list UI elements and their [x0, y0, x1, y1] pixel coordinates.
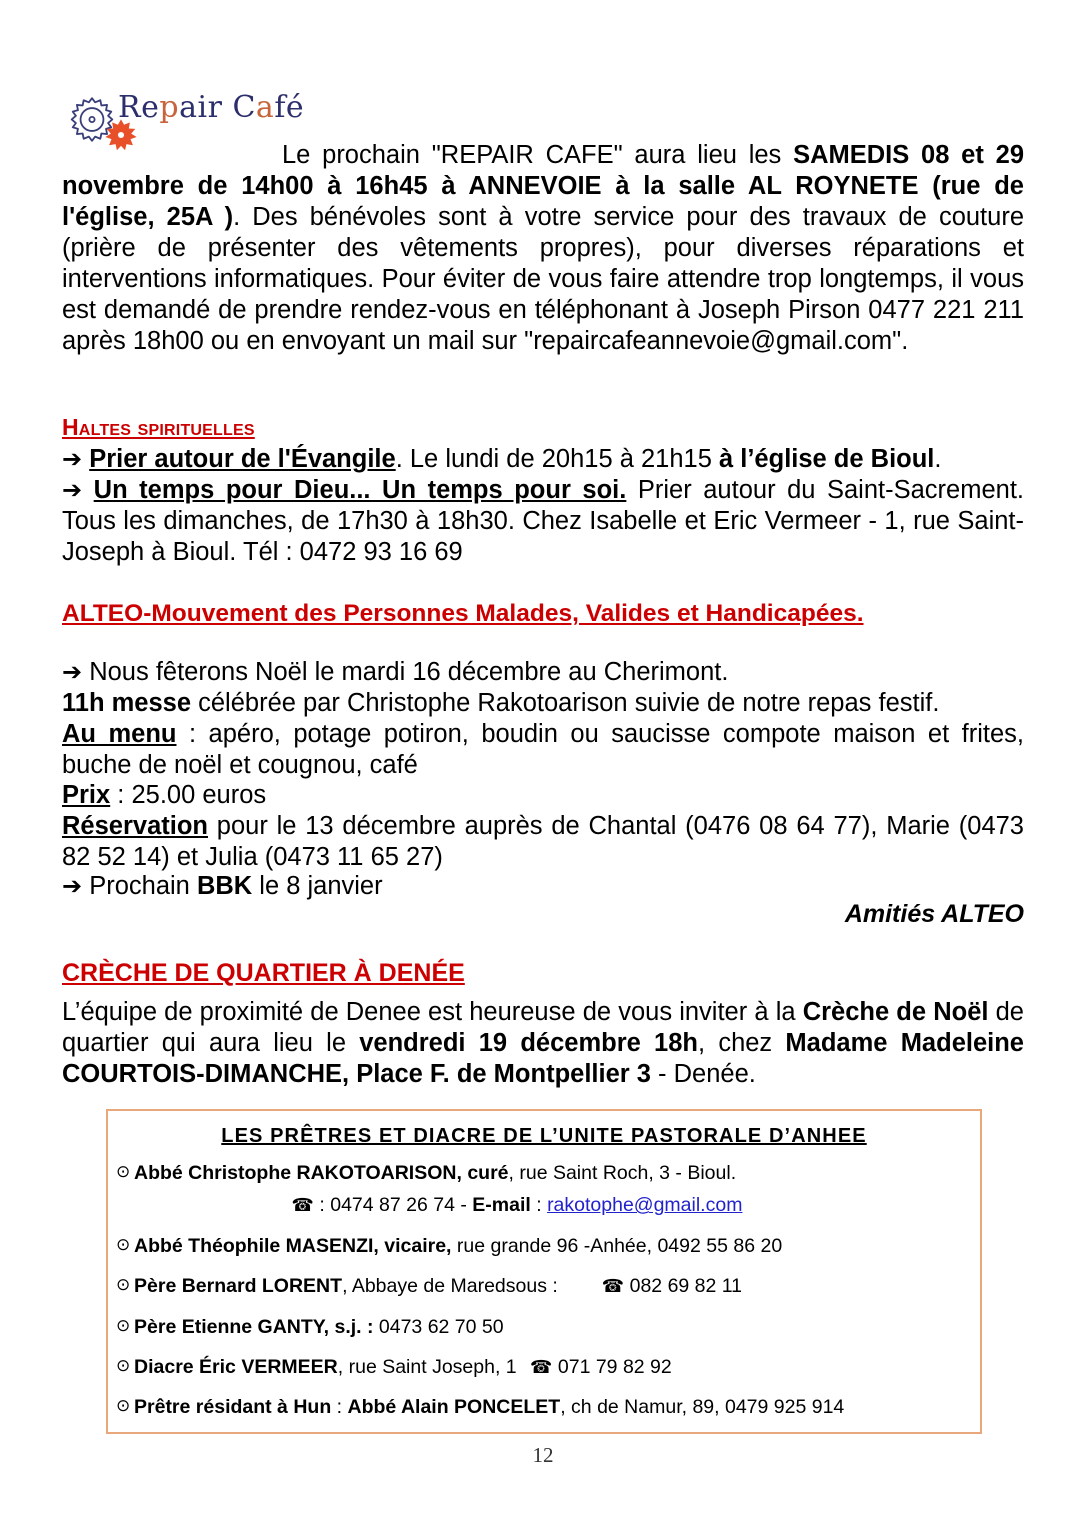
priest-phone: : 0474 87 26 74 - [313, 1194, 473, 1217]
creche-text-2: de quartier qui aura lieu le [62, 998, 1024, 1057]
bullet-icon: ⊙ [116, 1162, 131, 1182]
arrow-icon: ➔ [62, 445, 83, 473]
list-item [108, 1162, 980, 1218]
repair-cafe-text-2: . Des bénévoles sont à votre service pour des travaux de couture (prière de présenter des vêtements propres), pour diverses réparations et interventions informatiques. Pour éviter de vous faire attendre trop longtemps, il vous est demandé de prendre rendez-vous en téléphonant à Joseph Pirson 0477 221 211 après 18h00 ou en envoyant un mail sur "repaircafeannevoie@gmail.com". [62, 202, 1024, 355]
priest-role: , curé [456, 1162, 509, 1184]
bullet-icon: ⊙ [116, 1355, 131, 1376]
creche-paragraph [62, 997, 1024, 1090]
alteo-line-2-rest: célébrée par Christophe Rakotoarison suivie de notre repas festif. [191, 689, 940, 717]
priest-name: Père Etienne GANTY, s.j. : [134, 1315, 374, 1338]
haltes-item-2-rest: Prier autour du Saint-Sacrement. Tous les dimanches, de 17h30 à 18h30. Chez Isabelle et Eric Vermeer - 1, rue Saint-Joseph à Bioul. Tél : 0472 93 16 69 [62, 476, 1024, 566]
alteo-line-1 [62, 657, 1024, 688]
alteo-line-1-text: Nous fêterons Noël le mardi 16 décembre au Cherimont. [89, 658, 729, 686]
haltes-item-2 [62, 475, 1024, 568]
phone-icon: ☎ [530, 1356, 553, 1378]
list-item [108, 1356, 980, 1379]
arrow-icon: ➔ [62, 872, 83, 900]
alteo-bbk-post: le 8 janvier [252, 872, 383, 900]
alteo-menu [62, 719, 1024, 781]
creche-text-4: - Denée. [650, 1059, 756, 1088]
priest-phone: 071 79 82 92 [552, 1355, 672, 1378]
arrow-icon: ➔ [62, 476, 83, 504]
creche-text-3: , chez [698, 1028, 786, 1057]
alteo-price-rest: : 25.00 euros [110, 781, 267, 809]
alteo-menu-label: Au menu [62, 720, 177, 748]
arrow-icon: ➔ [62, 658, 83, 686]
creche-bold-3: Madame Madeleine COURTOIS-DIMANCHE, Place F. de Montpellier 3 [62, 1028, 1024, 1088]
priest-title-text: Prêtre résidant à Hun [134, 1396, 332, 1419]
priest-name: Père Bernard LORENT [134, 1275, 343, 1298]
haltes-spirituelles-heading: Haltes spirituelles [62, 414, 255, 440]
alteo-line-2 [62, 688, 1024, 719]
list-item [108, 1316, 980, 1339]
haltes-item-1 [62, 444, 1024, 475]
repair-cafe-paragraph [62, 140, 1024, 357]
list-item [108, 1235, 980, 1258]
alteo-heading: ALTEO-Mouvement des Personnes Malades, Valides et Handicapées. [62, 600, 864, 627]
priest-phone: 082 69 82 11 [624, 1275, 743, 1298]
creche-text-1: L’équipe de proximité de Denee est heureuse de vous inviter à la [62, 998, 803, 1026]
priest-separator: : [331, 1396, 348, 1419]
alteo-price-label: Prix [62, 781, 111, 809]
haltes-item-1-place: à l’église de Bioul [719, 445, 935, 473]
priests-box [106, 1109, 982, 1434]
priest-name: Diacre Éric VERMEER [134, 1355, 338, 1378]
creche-heading: CRÈCHE DE QUARTIER À DENÉE [62, 959, 465, 987]
priest-address: , Abbaye de Maredsous : [342, 1275, 558, 1298]
priest-address: , rue Saint Roch, 3 - Bioul. [508, 1162, 737, 1184]
phone-icon: ☎ [291, 1195, 314, 1217]
priest-address: , ch de Namur, 89, 0479 925 914 [560, 1396, 845, 1419]
haltes-item-1-title: Prier autour de l'Évangile [89, 445, 396, 473]
priest-address: , rue Saint Joseph, 1 [337, 1355, 523, 1378]
bullet-icon: ⊙ [116, 1275, 131, 1296]
alteo-price [62, 780, 1024, 811]
alteo-reservation-rest: pour le 13 décembre auprès de Chantal (0476 08 64 77), Marie (0473 82 52 14) et Julia (0473 11 65 27) [62, 812, 1024, 871]
bullet-icon: ⊙ [116, 1315, 131, 1336]
priest-phone: 0473 62 70 50 [373, 1315, 504, 1338]
alteo-reservation [62, 811, 1024, 873]
priest-name: Abbé Alain PONCELET [347, 1396, 561, 1419]
priest-contact-line [134, 1194, 980, 1217]
repair-cafe-text-1: Le prochain "REPAIR CAFE" aura lieu les [282, 141, 794, 169]
alteo-bbk [62, 871, 1024, 902]
logo-text: Repair Café [118, 90, 305, 125]
haltes-item-1-mid: . Le lundi de 20h15 à 21h15 [395, 445, 719, 473]
alteo-menu-rest: : apéro, potage potiron, boudin ou saucisse compote maison et frites, buche de noël et cougnou, café [62, 720, 1024, 779]
phone-icon: ☎ [601, 1276, 625, 1298]
email-separator: : [530, 1194, 548, 1217]
priest-email-link[interactable]: rakotophe@gmail.com [547, 1194, 743, 1217]
list-item [108, 1396, 980, 1419]
alteo-mass-time: 11h messe [62, 689, 192, 717]
page-number: 12 [532, 1443, 554, 1467]
priests-box-title: LES PRÊTRES ET DIACRE DE L’UNITE PASTORALE D’ANHEE [221, 1125, 867, 1147]
bullet-icon: ⊙ [116, 1234, 131, 1255]
alteo-bbk-pre: Prochain [89, 872, 197, 900]
priest-name: Abbé Théophile MASENZI, vicaire, [134, 1234, 452, 1257]
haltes-item-1-end: . [934, 445, 942, 473]
alteo-bbk-label: BBK [196, 872, 253, 900]
alteo-reservation-label: Réservation [62, 812, 208, 840]
alteo-signature: Amitiés ALTEO [844, 900, 1024, 928]
list-item [108, 1275, 980, 1298]
repair-cafe-highlight: SAMEDIS 08 et 29 novembre de 14h00 à 16h45 à ANNEVOIE à la salle AL ROYNETE (rue de l'église, 25A ) [62, 141, 1024, 231]
email-label: E-mail [472, 1194, 531, 1217]
haltes-item-2-title: Un temps pour Dieu... Un temps pour soi. [93, 476, 627, 504]
creche-bold-1: Crèche de Noël [802, 998, 989, 1026]
creche-bold-2: vendredi 19 décembre 18h [359, 1028, 698, 1057]
bullet-icon: ⊙ [116, 1396, 131, 1417]
priests-list [108, 1162, 980, 1420]
priest-name: Abbé Christophe RAKOTOARISON [134, 1162, 457, 1184]
priest-address: rue grande 96 -Anhée, 0492 55 86 20 [451, 1234, 783, 1257]
